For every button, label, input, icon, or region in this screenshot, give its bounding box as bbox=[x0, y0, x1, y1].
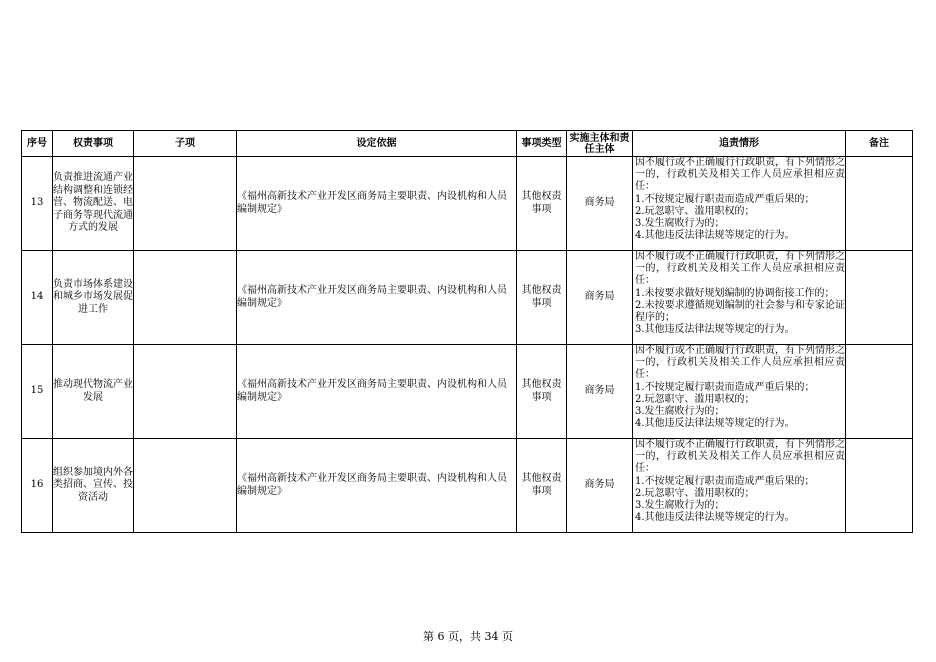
row-item: 负责推进流通产业结构调整和连锁经营、物流配送、电子商务等现代流通方式的发展 bbox=[53, 157, 134, 251]
resp-line: 3.发生腐败行为的； bbox=[635, 218, 725, 230]
row-responsibility bbox=[633, 345, 846, 439]
row-note bbox=[846, 345, 913, 439]
header-type: 事项类型 bbox=[517, 131, 567, 157]
resp-line: 3.发生腐败行为的； bbox=[635, 406, 725, 418]
table-row bbox=[22, 345, 913, 439]
row-no: 14 bbox=[22, 251, 53, 345]
row-basis: 《福州高新技术产业开发区商务局主要职责、内设机构和人员编制规定》 bbox=[237, 439, 517, 533]
row-note bbox=[846, 439, 913, 533]
resp-line: 2.玩忽职守、滥用职权的； bbox=[635, 487, 755, 499]
row-subject: 商务局 bbox=[567, 439, 633, 533]
resp-line: 2.玩忽职守、滥用职权的； bbox=[635, 205, 755, 217]
resp-line: 1.不按规定履行职责而造成严重后果的； bbox=[635, 193, 815, 205]
header-no: 序号 bbox=[22, 131, 53, 157]
row-basis: 《福州高新技术产业开发区商务局主要职责、内设机构和人员编制规定》 bbox=[237, 345, 517, 439]
resp-line: 因不履行或不正确履行行政职责，有下列情形之一的，行政机关及相关工作人员应承担相应责任： bbox=[635, 157, 845, 193]
row-basis: 《福州高新技术产业开发区商务局主要职责、内设机构和人员编制规定》 bbox=[237, 251, 517, 345]
table-row bbox=[22, 157, 913, 251]
resp-line: 2.玩忽职守、滥用职权的； bbox=[635, 393, 755, 405]
table-row bbox=[22, 251, 913, 345]
row-type: 其他权责事项 bbox=[517, 251, 567, 345]
resp-line: 1.不按规定履行职责而造成严重后果的； bbox=[635, 381, 815, 393]
row-responsibility bbox=[633, 251, 846, 345]
row-sub bbox=[134, 345, 237, 439]
row-type: 其他权责事项 bbox=[517, 439, 567, 533]
row-no: 13 bbox=[22, 157, 53, 251]
row-basis: 《福州高新技术产业开发区商务局主要职责、内设机构和人员编制规定》 bbox=[237, 157, 517, 251]
row-subject: 商务局 bbox=[567, 157, 633, 251]
row-sub bbox=[134, 157, 237, 251]
resp-line: 因不履行或不正确履行行政职责，有下列情形之一的，行政机关及相关工作人员应承担相应责任： bbox=[635, 251, 845, 287]
header-basis: 设定依据 bbox=[237, 131, 517, 157]
row-no: 16 bbox=[22, 439, 53, 533]
table-row bbox=[22, 439, 913, 533]
header-note: 备注 bbox=[846, 131, 913, 157]
row-item: 推动现代物流产业发展 bbox=[53, 345, 134, 439]
row-item: 负责市场体系建设和城乡市场发展促进工作 bbox=[53, 251, 134, 345]
resp-line: 因不履行或不正确履行行政职责，有下列情形之一的，行政机关及相关工作人员应承担相应责任： bbox=[635, 345, 845, 381]
row-note bbox=[846, 251, 913, 345]
resp-line: 4.其他违反法律法规等规定的行为。 bbox=[635, 512, 795, 524]
resp-line: 1.未按要求做好规划编制的协调衔接工作的； bbox=[635, 287, 835, 299]
header-item: 权责事项 bbox=[53, 131, 134, 157]
row-sub bbox=[134, 439, 237, 533]
resp-line: 3.其他违反法律法规等规定的行为。 bbox=[635, 324, 795, 336]
resp-line: 因不履行或不正确履行行政职责，有下列情形之一的，行政机关及相关工作人员应承担相应责任： bbox=[635, 439, 845, 475]
row-type: 其他权责事项 bbox=[517, 157, 567, 251]
resp-line: 4.其他违反法律法规等规定的行为。 bbox=[635, 230, 795, 242]
page-footer: 第 6 页，共 34 页 bbox=[423, 630, 513, 643]
responsibility-table bbox=[21, 130, 913, 533]
row-responsibility bbox=[633, 157, 846, 251]
row-note bbox=[846, 157, 913, 251]
resp-line: 2.未按要求遵循规划编制的社会参与和专家论证程序的； bbox=[635, 299, 845, 324]
header-sub: 子项 bbox=[134, 131, 237, 157]
row-subject: 商务局 bbox=[567, 345, 633, 439]
row-item: 组织参加境内外各类招商、宣传、投资活动 bbox=[53, 439, 134, 533]
header-row bbox=[22, 131, 913, 157]
row-type: 其他权责事项 bbox=[517, 345, 567, 439]
resp-line: 1.不按规定履行职责而造成严重后果的； bbox=[635, 475, 815, 487]
row-no: 15 bbox=[22, 345, 53, 439]
header-responsibility: 追责情形 bbox=[633, 131, 846, 157]
row-subject: 商务局 bbox=[567, 251, 633, 345]
resp-line: 3.发生腐败行为的； bbox=[635, 500, 725, 512]
header-subject: 实施主体和责任主体 bbox=[567, 131, 633, 157]
resp-line: 4.其他违反法律法规等规定的行为。 bbox=[635, 418, 795, 430]
row-sub bbox=[134, 251, 237, 345]
row-responsibility bbox=[633, 439, 846, 533]
